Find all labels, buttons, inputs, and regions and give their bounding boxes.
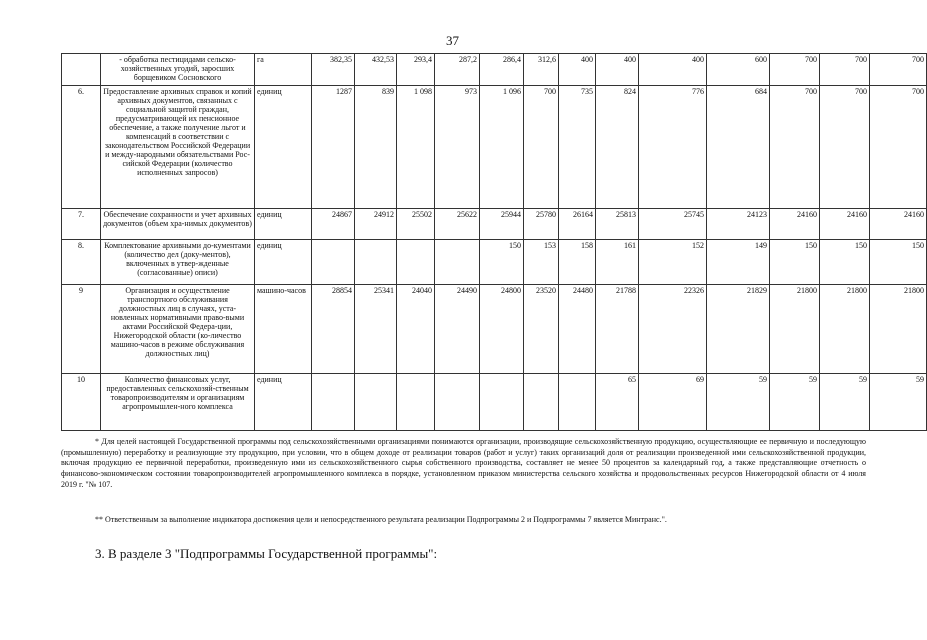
footnote-agricultural-organizations: * Для целей настоящей Государственной программы под сельскохозяйственными организациями понимаются организации, производящие сельскохозяйственную продукцию, осуществляющие ее первичную и последующую (промышленную) переработку и реализующие эту продукцию, при условии, что в общем доходе от реализации товаров (работ и услуг) таких организаций доля от реализации произведенной ими сельскохозяйственной продукции, включая продукцию ее первичной переработки, произведенную ими из сельскохозяйственного сырья собственного производства, составляет не менее 50 процентов за календарный год, а также представляющие отчетность о финансово-экономическом состоянии товаропроизводителей агропромышленного комплекса в порядке, установленном приказом министерства сельского хозяйства и продовольственных ресурсов Нижегородской области от 4 июля 2019 г. "№ 107. bbox=[61, 437, 866, 489]
value-cell: 25813 bbox=[596, 209, 639, 240]
row-number: 9 bbox=[62, 285, 101, 374]
value-cell: 700 bbox=[870, 54, 927, 86]
value-cell: 150 bbox=[870, 240, 927, 285]
table-row bbox=[62, 285, 927, 374]
value-cell: 400 bbox=[559, 54, 596, 86]
value-cell: 286,4 bbox=[480, 54, 524, 86]
value-cell: 25745 bbox=[639, 209, 707, 240]
value-cell: 59 bbox=[870, 374, 927, 431]
indicator-name: - обработка пестицидами сельско-хозяйственных угодий, заросших борщевиком Сосновского bbox=[101, 54, 255, 86]
value-cell: 23520 bbox=[524, 285, 559, 374]
unit-cell: единиц bbox=[255, 374, 312, 431]
value-cell: 25944 bbox=[480, 209, 524, 240]
value-cell bbox=[435, 374, 480, 431]
row-number bbox=[62, 54, 101, 86]
value-cell: 1 096 bbox=[480, 86, 524, 209]
value-cell: 700 bbox=[820, 54, 870, 86]
value-cell: 1 098 bbox=[397, 86, 435, 209]
section-heading: 3. В разделе 3 "Подпрограммы Государственной программы": bbox=[95, 546, 438, 561]
value-cell bbox=[312, 374, 355, 431]
unit-cell: машино-часов bbox=[255, 285, 312, 374]
value-cell: 400 bbox=[596, 54, 639, 86]
value-cell bbox=[524, 374, 559, 431]
value-cell: 24123 bbox=[707, 209, 770, 240]
value-cell: 776 bbox=[639, 86, 707, 209]
value-cell: 24867 bbox=[312, 209, 355, 240]
value-cell: 158 bbox=[559, 240, 596, 285]
value-cell: 25780 bbox=[524, 209, 559, 240]
value-cell bbox=[397, 374, 435, 431]
footnote-responsible-ministry: ** Ответственным за выполнение индикатора достижения цели и непосредственного результата реализации Подпрограммы 2 и Подпрограммы 7 является Минтранс.". bbox=[95, 515, 667, 524]
value-cell: 22326 bbox=[639, 285, 707, 374]
row-number: 8. bbox=[62, 240, 101, 285]
value-cell: 287,2 bbox=[435, 54, 480, 86]
value-cell: 65 bbox=[596, 374, 639, 431]
indicator-name: Комплектование архивными до-кументами (количество дел (доку-ментов), включенных в утвер-жденные (согласованные) описи) bbox=[101, 240, 255, 285]
value-cell: 149 bbox=[707, 240, 770, 285]
indicator-name: Предоставление архивных справок и копий архивных документов, связанных с социальной защитой граждан, предусматривающей их пенсионное обеспечение, а также получение льгот и компенсаций в соответствии с законодательством Российской Федерации и между-народными обязательствами Рос-сийской Федерации (количество исполненных запросов) bbox=[101, 86, 255, 209]
value-cell: 600 bbox=[707, 54, 770, 86]
value-cell: 432,53 bbox=[355, 54, 397, 86]
value-cell: 312,6 bbox=[524, 54, 559, 86]
indicator-name: Обеспечение сохранности и учет архивных документов (объем хра-нимых документов) bbox=[101, 209, 255, 240]
value-cell: 59 bbox=[770, 374, 820, 431]
table-row bbox=[62, 86, 927, 209]
value-cell: 26164 bbox=[559, 209, 596, 240]
value-cell: 973 bbox=[435, 86, 480, 209]
value-cell: 735 bbox=[559, 86, 596, 209]
value-cell bbox=[355, 240, 397, 285]
value-cell: 21829 bbox=[707, 285, 770, 374]
indicator-name: Организация и осуществление транспортного обслуживания должностных лиц в случаях, уста-новленных нормативными право-выми актами Российской Федера-ции, Нижегородской области (ко-личество машино-часов в режиме обслуживания должностных лиц) bbox=[101, 285, 255, 374]
value-cell: 153 bbox=[524, 240, 559, 285]
value-cell: 25622 bbox=[435, 209, 480, 240]
table-row bbox=[62, 54, 927, 86]
unit-cell: единиц bbox=[255, 240, 312, 285]
value-cell: 28854 bbox=[312, 285, 355, 374]
value-cell: 24040 bbox=[397, 285, 435, 374]
row-number: 7. bbox=[62, 209, 101, 240]
value-cell: 24800 bbox=[480, 285, 524, 374]
value-cell: 400 bbox=[639, 54, 707, 86]
value-cell: 700 bbox=[870, 86, 927, 209]
value-cell: 839 bbox=[355, 86, 397, 209]
value-cell: 150 bbox=[820, 240, 870, 285]
value-cell: 1287 bbox=[312, 86, 355, 209]
value-cell: 700 bbox=[524, 86, 559, 209]
value-cell: 824 bbox=[596, 86, 639, 209]
unit-cell: единиц bbox=[255, 86, 312, 209]
value-cell: 21800 bbox=[820, 285, 870, 374]
unit-cell: га bbox=[255, 54, 312, 86]
value-cell: 684 bbox=[707, 86, 770, 209]
unit-cell: единиц bbox=[255, 209, 312, 240]
value-cell bbox=[312, 240, 355, 285]
value-cell: 152 bbox=[639, 240, 707, 285]
value-cell bbox=[559, 374, 596, 431]
value-cell: 24480 bbox=[559, 285, 596, 374]
value-cell bbox=[397, 240, 435, 285]
value-cell: 59 bbox=[707, 374, 770, 431]
row-number: 6. bbox=[62, 86, 101, 209]
table-row bbox=[62, 209, 927, 240]
value-cell: 25341 bbox=[355, 285, 397, 374]
value-cell: 700 bbox=[770, 86, 820, 209]
value-cell: 25502 bbox=[397, 209, 435, 240]
value-cell: 700 bbox=[770, 54, 820, 86]
value-cell: 24912 bbox=[355, 209, 397, 240]
value-cell: 69 bbox=[639, 374, 707, 431]
value-cell: 21788 bbox=[596, 285, 639, 374]
value-cell: 150 bbox=[480, 240, 524, 285]
value-cell bbox=[480, 374, 524, 431]
value-cell bbox=[355, 374, 397, 431]
row-number: 10 bbox=[62, 374, 101, 431]
indicator-name: Количество финансовых услуг, предоставленных сельскохозяй-ственным товаропроизводителям и организациям агропромышлен-ного комплекса bbox=[101, 374, 255, 431]
value-cell: 700 bbox=[820, 86, 870, 209]
value-cell: 161 bbox=[596, 240, 639, 285]
value-cell: 21800 bbox=[770, 285, 820, 374]
value-cell: 21800 bbox=[870, 285, 927, 374]
page-number: 37 bbox=[446, 33, 459, 48]
value-cell bbox=[435, 240, 480, 285]
value-cell: 24490 bbox=[435, 285, 480, 374]
table-row bbox=[62, 240, 927, 285]
value-cell: 59 bbox=[820, 374, 870, 431]
value-cell: 24160 bbox=[770, 209, 820, 240]
value-cell: 382,35 bbox=[312, 54, 355, 86]
value-cell: 24160 bbox=[870, 209, 927, 240]
value-cell: 293,4 bbox=[397, 54, 435, 86]
value-cell: 150 bbox=[770, 240, 820, 285]
indicator-table bbox=[61, 53, 927, 431]
value-cell: 24160 bbox=[820, 209, 870, 240]
table-row bbox=[62, 374, 927, 431]
